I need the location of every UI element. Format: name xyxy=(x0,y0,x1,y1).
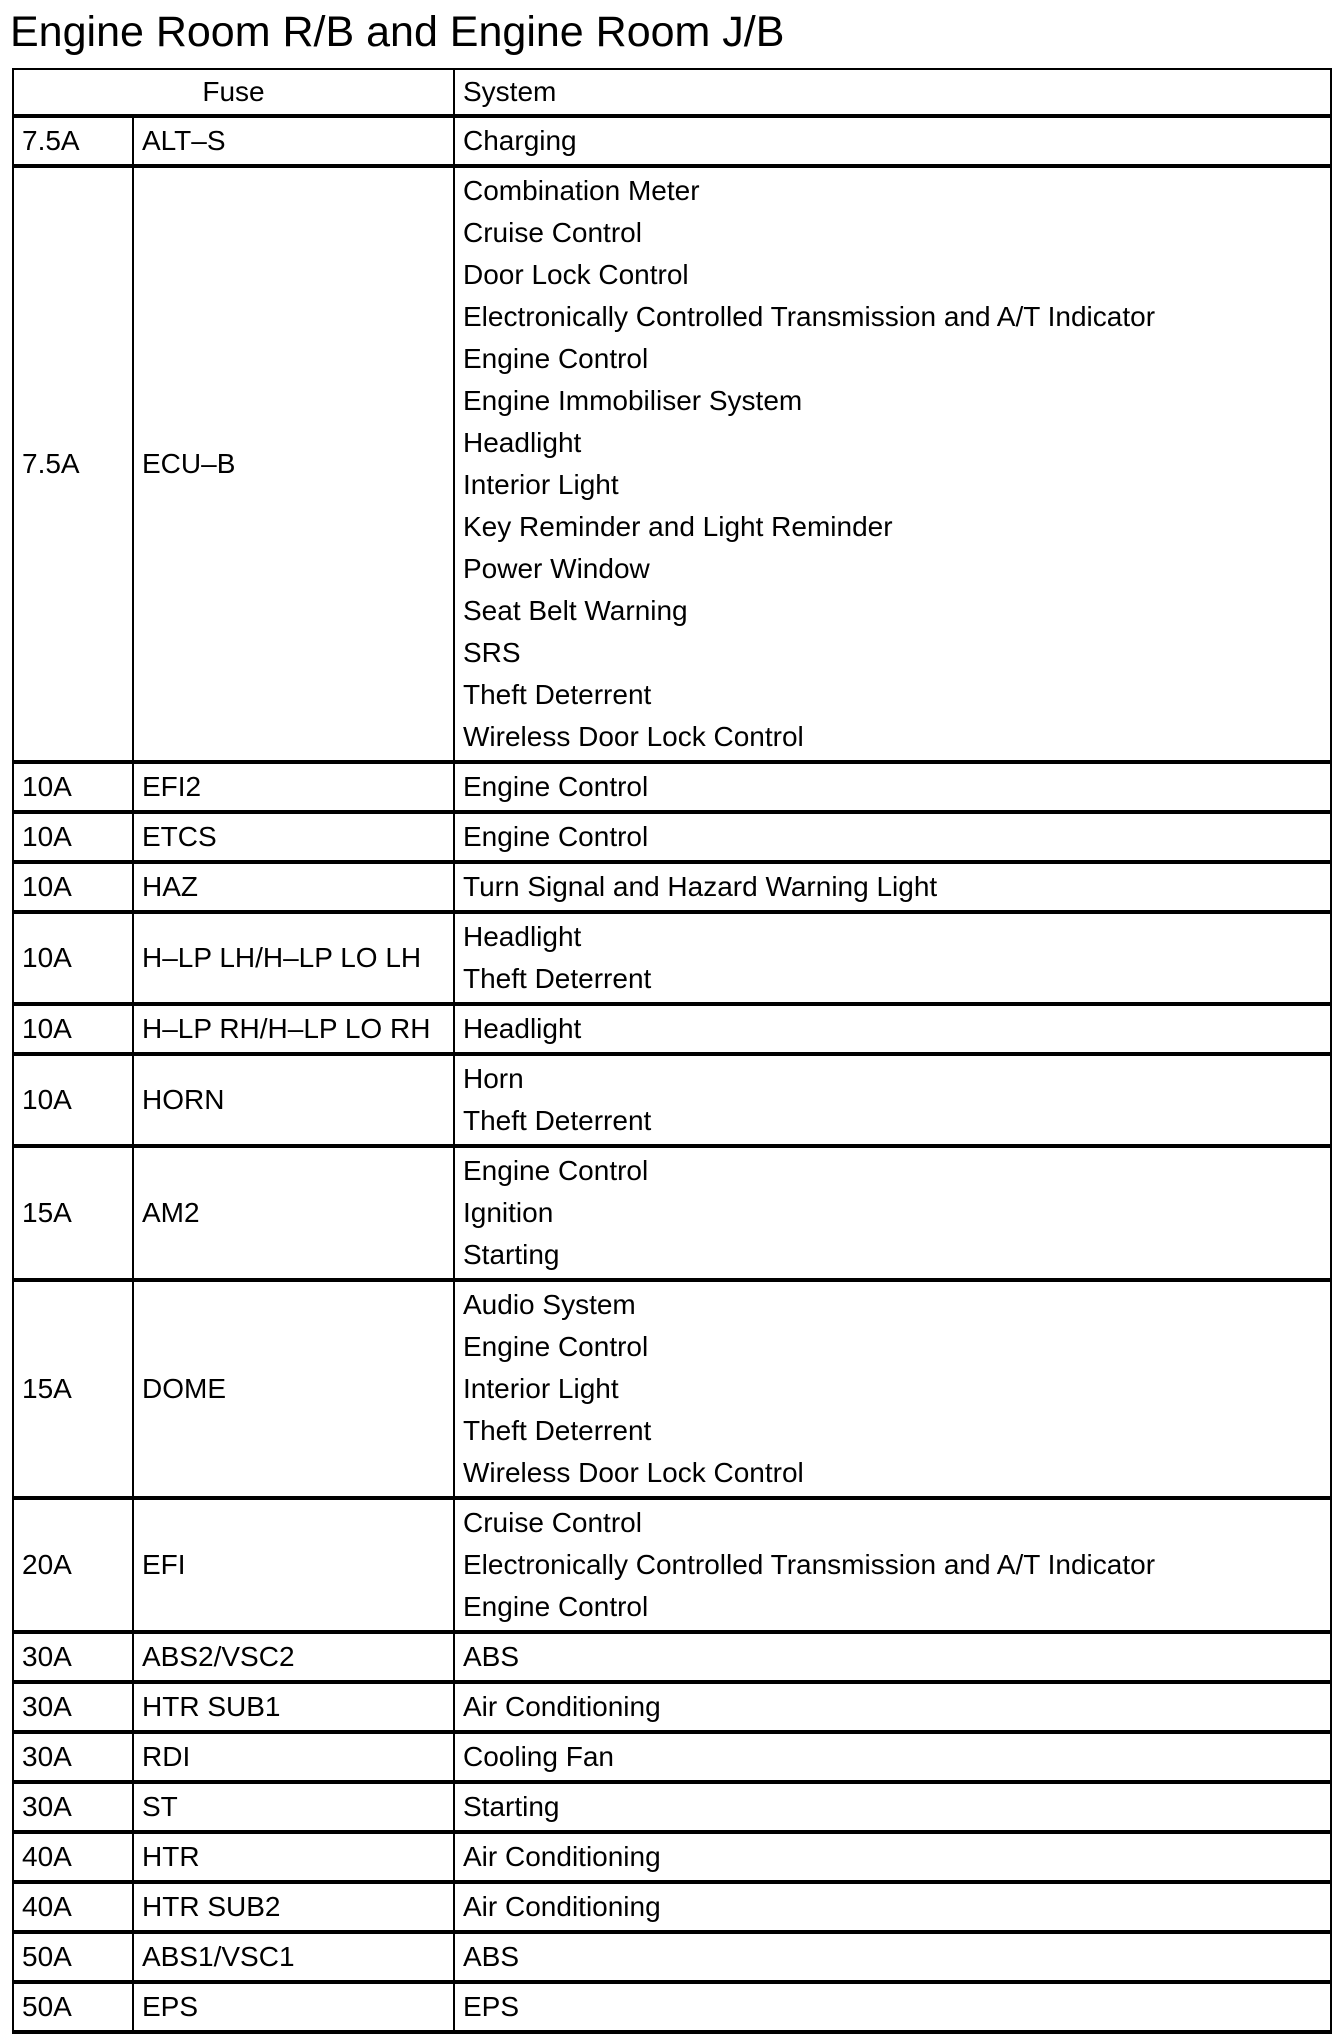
system-item: Audio System xyxy=(463,1289,636,1320)
system-item: Electronically Controlled Transmission and A/T Indicator xyxy=(463,1549,1156,1580)
table-row xyxy=(13,1632,1331,1682)
system-list xyxy=(454,862,1331,912)
system-item: Air Conditioning xyxy=(463,1891,661,1922)
system-list xyxy=(454,116,1331,166)
fuse-name: EFI2 xyxy=(133,762,454,812)
system-list xyxy=(454,1832,1331,1882)
system-item: Electronically Controlled Transmission and A/T Indicator xyxy=(463,301,1156,332)
system-item: Interior Light xyxy=(463,1373,619,1404)
fuse-name: ECU–B xyxy=(133,166,454,762)
system-item: Engine Control xyxy=(463,1591,649,1622)
system-item: Turn Signal and Hazard Warning Light xyxy=(463,871,938,902)
fuse-name: ALT–S xyxy=(133,116,454,166)
system-list xyxy=(454,1932,1331,1982)
system-list xyxy=(454,1004,1331,1054)
system-item: Starting xyxy=(463,1239,560,1270)
fuse-name: ETCS xyxy=(133,812,454,862)
fuse-amperage: 30A xyxy=(13,1732,133,1782)
system-item: Engine Control xyxy=(463,343,649,374)
system-item: Engine Control xyxy=(463,771,649,802)
system-item: Starting xyxy=(463,1791,560,1822)
fuse-name: HAZ xyxy=(133,862,454,912)
fuse-amperage: 30A xyxy=(13,1632,133,1682)
fuse-name: EFI xyxy=(133,1498,454,1632)
system-list xyxy=(454,762,1331,812)
table-row xyxy=(13,1498,1331,1632)
system-item: ABS xyxy=(463,1641,520,1672)
system-list xyxy=(454,912,1331,1004)
system-item: Air Conditioning xyxy=(463,1841,661,1872)
table-row xyxy=(13,1280,1331,1498)
system-item: Theft Deterrent xyxy=(463,679,652,710)
page-title: Engine Room R/B and Engine Room J/B xyxy=(10,8,785,56)
table-row xyxy=(13,912,1331,1004)
system-item: Air Conditioning xyxy=(463,1691,661,1722)
system-item: Charging xyxy=(463,125,577,156)
system-item: Cruise Control xyxy=(463,217,642,248)
fuse-amperage: 40A xyxy=(13,1882,133,1932)
fuse-name: ST xyxy=(133,1782,454,1832)
system-item: Cruise Control xyxy=(463,1507,642,1538)
system-list xyxy=(454,1146,1331,1280)
fuse-amperage: 30A xyxy=(13,1682,133,1732)
table-row xyxy=(13,1682,1331,1732)
fuse-amperage: 15A xyxy=(13,1146,133,1280)
fuse-table xyxy=(12,68,1332,2034)
table-row xyxy=(13,1882,1331,1932)
fuse-amperage: 10A xyxy=(13,1054,133,1146)
fuse-name: H–LP RH/H–LP LO RH xyxy=(133,1004,454,1054)
system-item: ABS xyxy=(463,1941,520,1972)
fuse-amperage: 50A xyxy=(13,1932,133,1982)
fuse-name: RDI xyxy=(133,1732,454,1782)
table-header-row xyxy=(13,69,1331,116)
system-item: SRS xyxy=(463,637,521,668)
table-row xyxy=(13,1782,1331,1832)
table-row xyxy=(13,1932,1331,1982)
system-item: Engine Control xyxy=(463,821,649,852)
fuse-name: HORN xyxy=(133,1054,454,1146)
system-list xyxy=(454,1782,1331,1832)
table-row xyxy=(13,166,1331,762)
table-row xyxy=(13,1832,1331,1882)
fuse-amperage: 20A xyxy=(13,1498,133,1632)
system-list xyxy=(454,812,1331,862)
system-list xyxy=(454,1632,1331,1682)
system-item: Cooling Fan xyxy=(463,1741,614,1772)
table-row xyxy=(13,862,1331,912)
system-list xyxy=(454,1280,1331,1498)
system-item: Wireless Door Lock Control xyxy=(463,1457,804,1488)
system-item: Power Window xyxy=(463,553,650,584)
fuse-name: AM2 xyxy=(133,1146,454,1280)
system-item: Headlight xyxy=(463,1013,582,1044)
fuse-amperage: 40A xyxy=(13,1832,133,1882)
system-list xyxy=(454,166,1331,762)
system-item: Interior Light xyxy=(463,469,619,500)
fuse-amperage: 7.5A xyxy=(13,116,133,166)
fuse-amperage: 30A xyxy=(13,1782,133,1832)
fuse-name: HTR SUB1 xyxy=(133,1682,454,1732)
system-item: Seat Belt Warning xyxy=(463,595,688,626)
system-item: Horn xyxy=(463,1063,524,1094)
table-row xyxy=(13,1732,1331,1782)
fuse-name: ABS1/VSC1 xyxy=(133,1932,454,1982)
table-row xyxy=(13,812,1331,862)
system-item: Key Reminder and Light Reminder xyxy=(463,511,893,542)
system-item: EPS xyxy=(463,1991,520,2022)
system-column-header: System xyxy=(454,69,1331,116)
table-row xyxy=(13,116,1331,166)
system-item: Headlight xyxy=(463,921,582,952)
fuse-amperage: 15A xyxy=(13,1280,133,1498)
fuse-amperage: 7.5A xyxy=(13,166,133,762)
system-list xyxy=(454,1882,1331,1932)
system-item: Engine Control xyxy=(463,1331,649,1362)
system-list xyxy=(454,1982,1331,2032)
fuse-name: HTR SUB2 xyxy=(133,1882,454,1932)
system-item: Engine Immobiliser System xyxy=(463,385,803,416)
fuse-amperage: 50A xyxy=(13,1982,133,2032)
fuse-name: ABS2/VSC2 xyxy=(133,1632,454,1682)
fuse-name: DOME xyxy=(133,1280,454,1498)
system-list xyxy=(454,1054,1331,1146)
system-item: Engine Control xyxy=(463,1155,649,1186)
system-item: Door Lock Control xyxy=(463,259,689,290)
table-row xyxy=(13,1982,1331,2032)
fuse-name: H–LP LH/H–LP LO LH xyxy=(133,912,454,1004)
system-item: Theft Deterrent xyxy=(463,963,652,994)
fuse-table-body xyxy=(13,116,1331,2032)
fuse-amperage: 10A xyxy=(13,912,133,1004)
table-row xyxy=(13,1146,1331,1280)
system-item: Theft Deterrent xyxy=(463,1105,652,1136)
table-row xyxy=(13,762,1331,812)
fuse-name: EPS xyxy=(133,1982,454,2032)
fuse-amperage: 10A xyxy=(13,812,133,862)
system-list xyxy=(454,1682,1331,1732)
table-row xyxy=(13,1054,1331,1146)
system-list xyxy=(454,1498,1331,1632)
fuse-amperage: 10A xyxy=(13,762,133,812)
fuse-amperage: 10A xyxy=(13,1004,133,1054)
system-item: Theft Deterrent xyxy=(463,1415,652,1446)
system-item: Headlight xyxy=(463,427,582,458)
system-item: Wireless Door Lock Control xyxy=(463,721,804,752)
system-item: Combination Meter xyxy=(463,175,700,206)
table-row xyxy=(13,1004,1331,1054)
fuse-column-header: Fuse xyxy=(13,69,454,116)
fuse-name: HTR xyxy=(133,1832,454,1882)
fuse-amperage: 10A xyxy=(13,862,133,912)
system-list xyxy=(454,1732,1331,1782)
system-item: Ignition xyxy=(463,1197,554,1228)
